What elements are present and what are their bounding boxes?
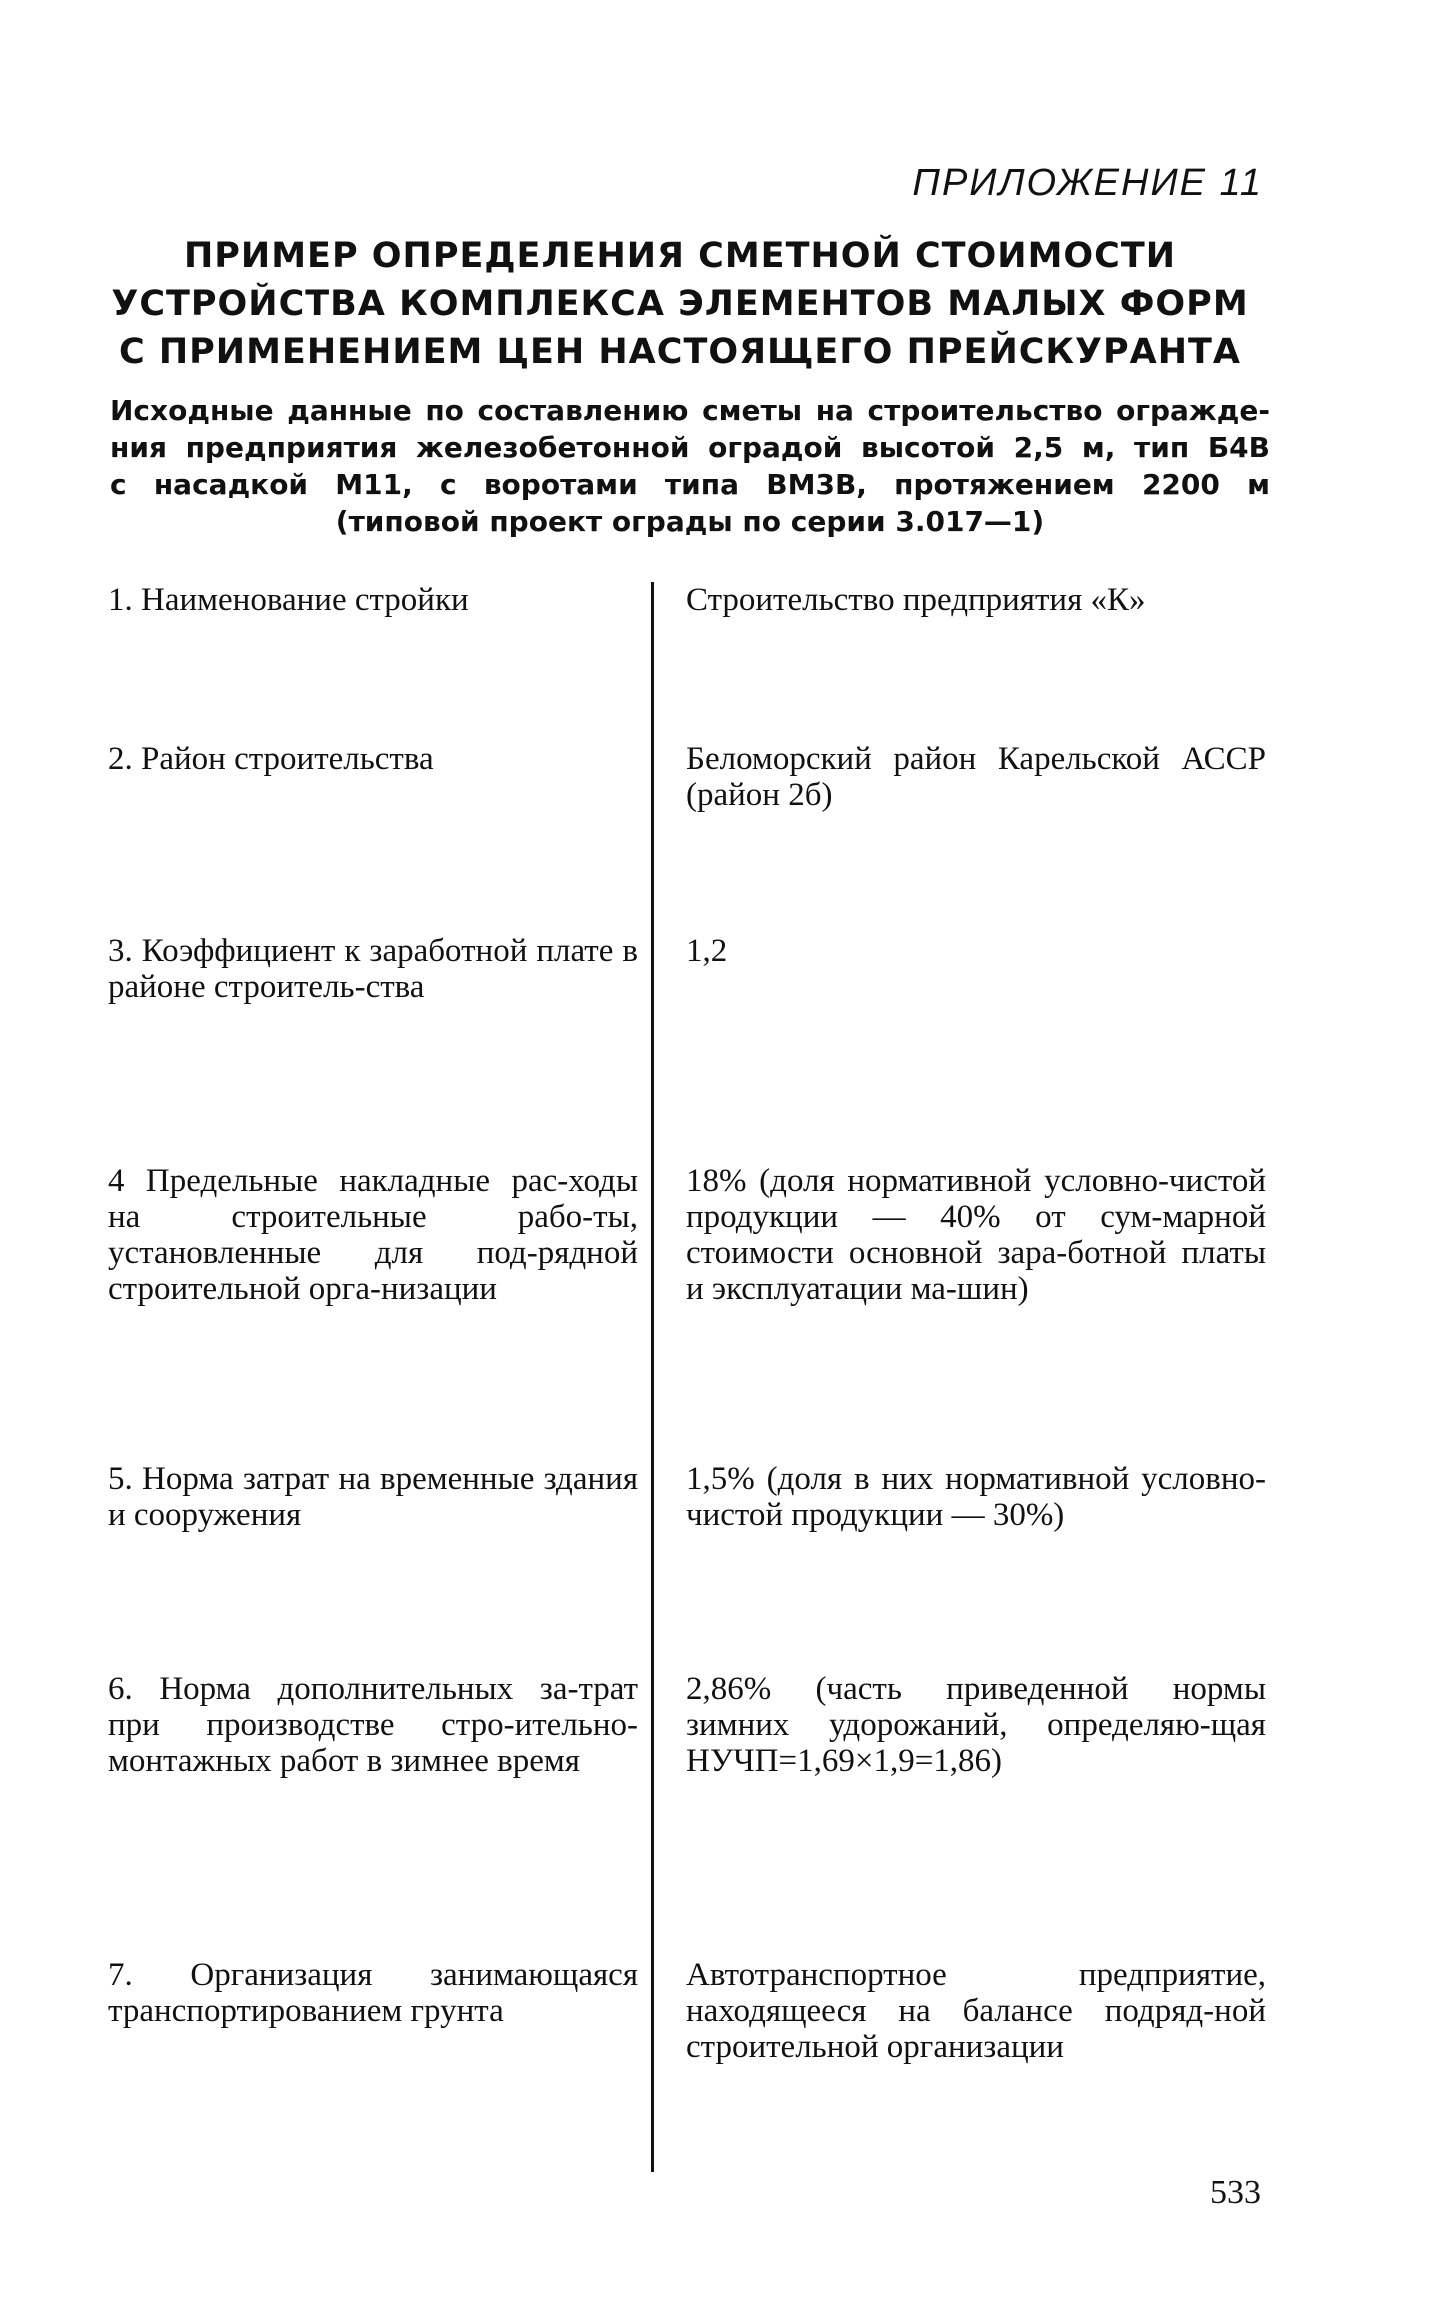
row-6-value: 2,86% (часть приведенной нормы зимних удорожаний, определяю-щая НУЧП=1,69×1,9=1,86)	[686, 1671, 1266, 1779]
appendix-label: ПРИЛОЖЕНИЕ 11	[912, 162, 1263, 204]
row-3-label-text: Коэффициент к заработной плате в районе строитель-ства	[108, 933, 638, 1005]
intro-line-4: (типовой проект ограды по серии 3.017—1)	[335, 505, 1045, 538]
intro-line-1: Исходные данные по составлению сметы на строительство огражде-	[110, 394, 1270, 427]
row-1-number: 1.	[108, 582, 133, 618]
title-line-1: ПРИМЕР ОПРЕДЕЛЕНИЯ СМЕТНОЙ СТОИМОСТИ	[183, 236, 1177, 276]
row-3-label	[108, 933, 638, 1005]
row-2-number: 2.	[108, 741, 133, 777]
column-divider	[651, 582, 654, 2172]
row-4-label-text: Предельные накладные рас-ходы на строительные рабо-ты, установленные для под-рядной строительной орга-низации	[108, 1163, 638, 1307]
title-line-2: УСТРОЙСТВА КОМПЛЕКСА ЭЛЕМЕНТОВ МАЛЫХ ФОРМ	[111, 284, 1249, 324]
row-5-value: 1,5% (доля в них нормативной условно-чистой продукции — 30%)	[686, 1461, 1266, 1533]
row-1-value: Строительство предприятия «К»	[686, 582, 1146, 618]
row-3-value: 1,2	[686, 933, 728, 969]
row-6-label-text: Норма дополнительных за-трат при производстве стро-ительно-монтажных работ в зимнее время	[108, 1671, 638, 1779]
row-3-number: 3.	[108, 933, 133, 969]
row-4-number: 4	[108, 1163, 125, 1199]
row-7-value: Автотранспортное предприятие, находящееся на балансе подряд-ной строительной организации	[686, 1957, 1266, 2065]
row-7-label	[108, 1957, 638, 2029]
row-6-label	[108, 1671, 638, 1779]
row-5-number: 5.	[108, 1461, 133, 1497]
intro-line-2: ния предприятия железобетонной оградой высотой 2,5 м, тип Б4В	[110, 431, 1270, 464]
intro-line-3: с насадкой М11, с воротами типа ВМ3В, протяжением 2200 м	[110, 468, 1270, 501]
row-2-label	[108, 741, 638, 777]
row-4-label	[108, 1163, 638, 1307]
row-1-label	[108, 582, 638, 618]
title-line-3: С ПРИМЕНЕНИЕМ ЦЕН НАСТОЯЩЕГО ПРЕЙСКУРАНТА	[118, 332, 1242, 372]
row-1-label-text: Наименование стройки	[141, 582, 469, 618]
row-5-label-text: Норма затрат на временные здания и сооружения	[108, 1461, 638, 1533]
row-5-label	[108, 1461, 638, 1533]
row-2-label-text: Район строительства	[141, 741, 434, 777]
row-7-number: 7.	[108, 1957, 133, 1993]
row-7-label-text: Организация занимающаяся транспортированием грунта	[108, 1957, 638, 2029]
page-number: 533	[1210, 2174, 1261, 2211]
row-2-value: Беломорский район Карельской АССР (район 2б)	[686, 741, 1266, 813]
row-6-number: 6.	[108, 1671, 133, 1707]
row-4-value: 18% (доля нормативной условно-чистой продукции — 40% от сум-марной стоимости основной зара-ботной платы и эксплуатации ма-шин)	[686, 1163, 1266, 1307]
